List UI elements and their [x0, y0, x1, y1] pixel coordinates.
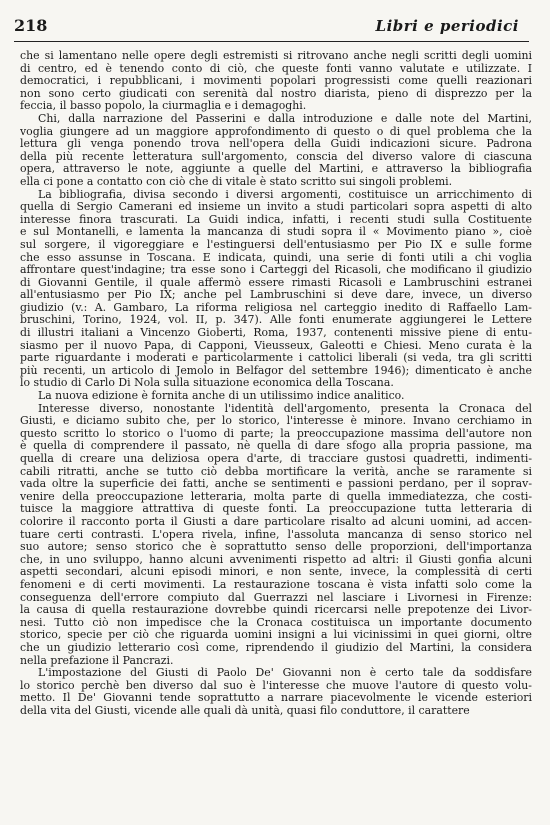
- text-line: colorire il racconto porta il Giusti a dare particolare risalto ad alcuni uomini, ad accen-: [20, 515, 532, 528]
- paragraph: [20, 403, 532, 667]
- text-line: storico, specie per ciò che riguarda uomini insigni a lui vicinissimi in quei giorni, oltre: [20, 629, 532, 642]
- text-line: feccia, il basso popolo, la ciurmaglia e i demagoghi.: [20, 100, 307, 113]
- text-line: all'entusiasmo per Pio IX; anche pel Lambruschini si deve dare, invece, un diverso: [20, 289, 532, 302]
- text-line: vada oltre la superficie dei fatti, anche se sentimenti e passioni perdano, per il soprav-: [20, 478, 532, 491]
- text-line: giudizio (v.: A. Gambaro, La riforma religiosa nel carteggio inedito di Raffaello Lam-: [20, 301, 532, 314]
- text-line: che esso assunse in Toscana. È indicata, quindi, una serie di fonti utili a chi voglia: [20, 251, 532, 264]
- text-line: siasmo per il nuovo Papa, di Capponi, Vieusseux, Galeotti e Chiesi. Meno curata è la: [20, 339, 532, 352]
- text-line: voglia giungere ad un maggiore approfondimento di questo o di quel problema che la: [20, 125, 532, 138]
- paragraph: [20, 113, 532, 189]
- text-line: di Giovanni Gentile, il quale affermò essere rimasti Ricasoli e Lambruschini estranei: [20, 276, 532, 289]
- text-line: bruschini, Torino, 1924, vol. II, p. 347). Alle fonti enumerate aggiungerei le Lettere: [20, 314, 532, 327]
- text-line: fenomeni e di certi movimenti. La restaurazione toscana è vista infatti solo come la: [20, 578, 532, 591]
- text-line: La bibliografia, divisa secondo i diversi argomenti, costituisce un arricchimento di: [38, 188, 532, 201]
- text-line: è quella di comprendere il passato, nè quella di dare sfogo alla propria passione, ma: [20, 440, 532, 453]
- text-line: la causa di quella restaurazione dovrebbe quindi ricercarsi nelle prepotenze dei Livor-: [20, 604, 532, 617]
- text-line: della vita del Giusti, vicende alle quali dà unità, quasi filo conduttore, il carattere: [20, 704, 470, 717]
- text-line: nesi. Tutto ciò non impedisce che la Cronaca costituisca un importante documento: [20, 616, 532, 629]
- paragraph: [20, 50, 532, 113]
- text-line: Giusti, e diciamo subito che, per lo storico, l'interesse è minore. Invano cerchiamo in: [20, 415, 532, 428]
- paragraph: [20, 667, 532, 717]
- body-text: [20, 50, 532, 717]
- text-line: lo storico perchè ben diverso dal suo è l'interesse che muove l'autore di questo volu-: [20, 679, 532, 692]
- text-line: questo scritto lo storico o l'uomo di parte; la preoccupazione massima dell'autore non: [20, 427, 532, 440]
- text-line: tuisce la maggiore attrattiva di queste fonti. La preoccupazione tutta letteraria di: [20, 503, 532, 516]
- text-line: cabili ritratti, anche se tutto ciò debba mortificare la verità, anche se raramente si: [20, 465, 532, 478]
- text-line: di centro, ed è tenendo conto di ciò, che queste fonti vanno valutate e utilizzate. I: [20, 62, 532, 75]
- text-line: della più recente letteratura sull'argomento, conscia del diverso valore di ciascuna: [20, 150, 532, 163]
- page-number: 218: [14, 16, 48, 35]
- text-line: tuare certi contrasti. L'opera rivela, infine, l'assoluta mancanza di senso storico nel: [20, 528, 532, 541]
- text-line: metto. Il De' Giovanni tende soprattutto a narrare piacevolmente le vicende esteriori: [20, 692, 532, 705]
- text-line: opera, attraverso le note, aggiunte a quelle del Martini, e attraverso la bibliografia: [20, 163, 532, 176]
- text-line: parte riguardante i moderati e particolarmente i cattolici liberali (si veda, tra gli scritti: [20, 352, 532, 365]
- text-line: lettura gli venga ponendo trova nell'opera della Guidi indicazioni sicure. Padrona: [20, 138, 532, 151]
- text-line: La nuova edizione è fornita anche di un utilissimo indice analitico.: [38, 390, 405, 403]
- header-rule: [14, 41, 529, 42]
- text-line: di illustri italiani a Vincenzo Gioberti, Roma, 1937, contenenti missive piene di entu-: [20, 327, 532, 340]
- text-line: conseguenza dell'errore compiuto dal Guerrazzi nel lasciare i Livornesi in Firenze:: [20, 591, 532, 604]
- page-header: [14, 16, 529, 35]
- text-line: non sono certo giudicati con serenità dal nostro diarista, pieno di disprezzo per la: [20, 87, 532, 100]
- text-line: che un giudizio letterario così come, riprendendo il giudizio del Martini, la considera: [20, 641, 532, 654]
- text-line: più recenti, un articolo di Jemolo in Belfagor del settembre 1946); dimenticato è anche: [20, 364, 532, 377]
- text-line: sul sorgere, il vigoreggiare e l'estinguersi dell'entusiasmo per Pio IX e sulle forme: [20, 238, 532, 251]
- text-line: democratici, i repubblicani, i movimenti popolari progressisti come quelli reazionari: [20, 75, 532, 88]
- text-line: venire della preoccupazione letteraria, molta parte di quella immediatezza, che costi-: [20, 490, 532, 503]
- text-line: che, in uno sviluppo, hanno alcuni avvenimenti rispetto ad altri: il Giusti gonfia alcuni: [20, 553, 532, 566]
- text-line: e sul Montanelli, e lamenta la mancanza di studi sopra il « Movimento piano », cioè: [20, 226, 532, 239]
- paragraph: [20, 390, 532, 403]
- paragraph: [20, 189, 532, 391]
- text-line: lo studio di Carlo Di Nola sulla situazione economica della Toscana.: [20, 377, 394, 390]
- text-line: suo autore; senso storico che è soprattutto senso delle proporzioni, dell'importanza: [20, 541, 532, 554]
- text-line: affrontare quest'indagine; tra esse sono i Carteggi del Ricasoli, che modificano il giudizio: [20, 264, 532, 277]
- text-line: quella di Sergio Camerani ed insieme un invito a studi particolari sopra aspetti di alto: [20, 201, 532, 214]
- text-line: quella di creare una deliziosa opera d'arte, di tracciare gustosi quadretti, indimenti-: [20, 453, 532, 465]
- text-line: ella ci pone a contatto con ciò che di vitale è stato scritto sui singoli problemi.: [20, 175, 453, 188]
- text-line: L'impostazione del Giusti di Paolo De' Giovanni non è certo tale da soddisfare: [38, 667, 532, 680]
- text-line: Chi, dalla narrazione del Passerini e dalla introduzione e dalle note del Martini,: [38, 112, 532, 125]
- text-line: interesse finora trascurati. La Guidi indica, infatti, i recenti studi sulla Costituente: [20, 213, 532, 226]
- running-title: Libri e periodici: [375, 17, 519, 35]
- text-line: nella prefazione il Pancrazi.: [20, 654, 174, 667]
- text-line: Interesse diverso, nonostante l'identità dell'argomento, presenta la Cronaca del: [38, 402, 532, 415]
- text-line: aspetti secondari, alcuni episodi minori, e non sente, invece, la complessità di certi: [20, 566, 532, 579]
- text-line: che si lamentano nelle opere degli estremisti si ritrovano anche negli scritti degli uomini: [20, 50, 532, 62]
